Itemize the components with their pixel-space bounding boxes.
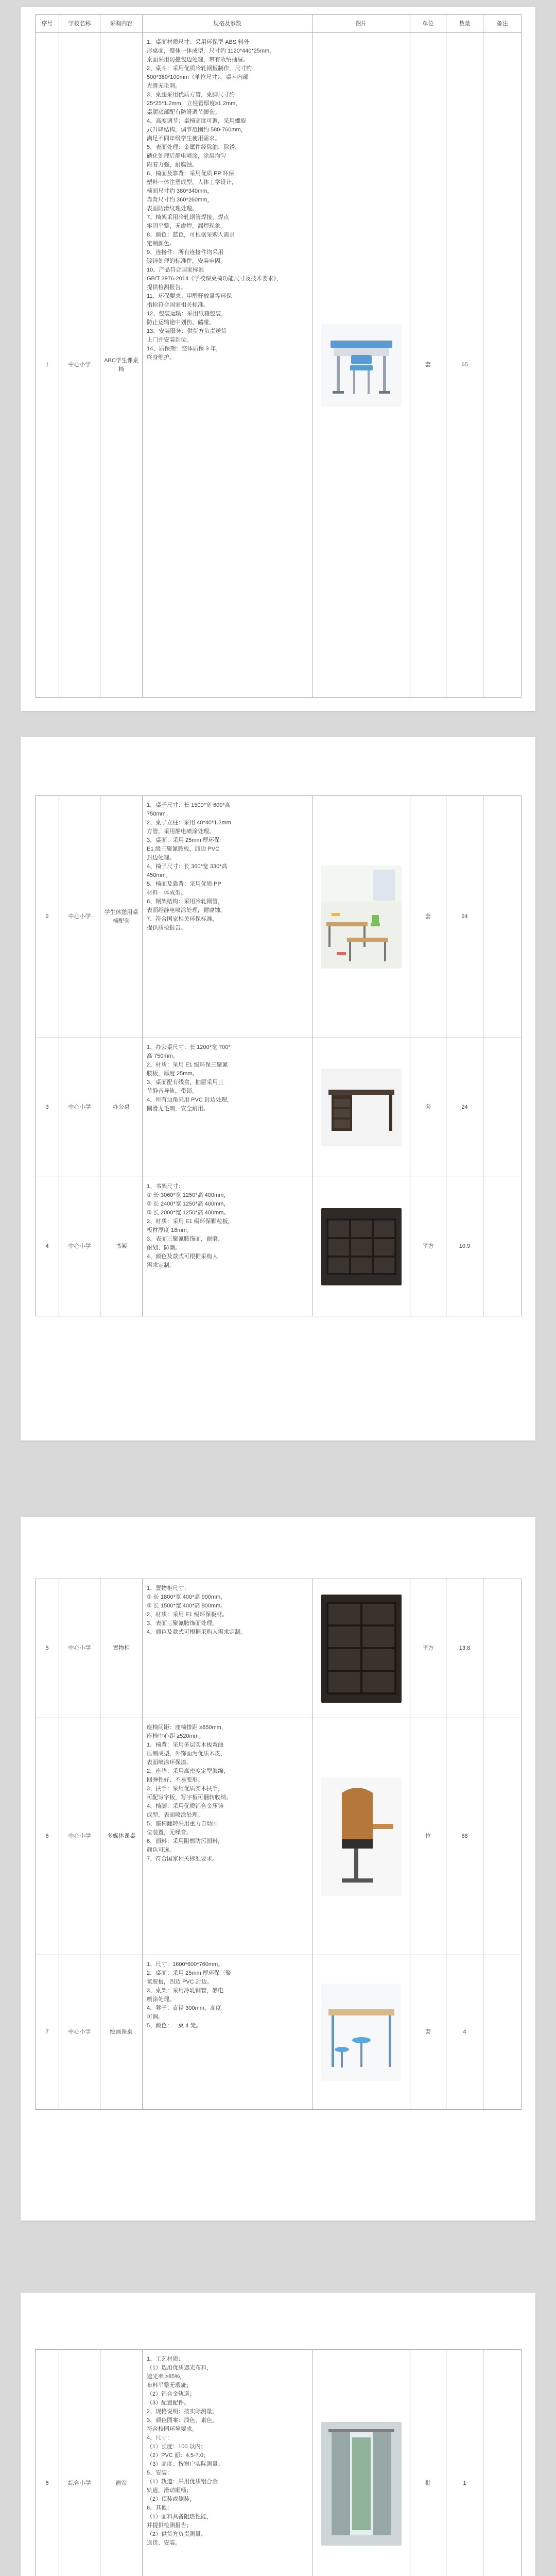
row-image xyxy=(312,1718,410,1955)
row-image xyxy=(312,1038,410,1177)
product-image xyxy=(321,866,402,969)
spec-line: 桌面采用防撞包边处理，带有收纳抽屉。 xyxy=(147,57,249,63)
row-school: 中心小学 xyxy=(59,33,100,698)
spec-line: 5、表面处理：金属件经除油、除锈、 xyxy=(147,144,241,150)
row-note xyxy=(483,1177,522,1316)
spec-line: 满足不同年级学生使用需求。 xyxy=(147,135,220,142)
spec-line: （2）PVC 面：4.5-7.0； xyxy=(147,2452,210,2459)
spec-line: 需求定制。 xyxy=(147,1262,175,1268)
spec-line: ② 长 2400*宽 1250*高 400mm， xyxy=(147,1201,230,1207)
spec-line: 耐划、防潮。 xyxy=(147,1245,181,1251)
row-note xyxy=(483,1718,522,1955)
row-note xyxy=(483,2350,522,2576)
spec-line: 5、椅面及靠背：采用优质 PP xyxy=(147,881,221,887)
row-qty: 10.9 xyxy=(446,1177,483,1316)
row-school: 中心小学 xyxy=(59,1177,100,1316)
spec-line: 光滑无毛刺。 xyxy=(147,83,181,89)
spec-line: 1、椅背：采用多层实木板弯曲 xyxy=(147,1742,224,1748)
table-header-row xyxy=(36,15,522,33)
spec-line: 送货、安装。 xyxy=(147,2540,181,2546)
spec-line: 指标符合国家相关标准。 xyxy=(147,302,209,308)
spec-line: 遮光率 ≥85%， xyxy=(147,2374,186,2380)
spec-line: 5、安装： xyxy=(147,2470,173,2476)
spec-table xyxy=(35,795,522,1316)
row-unit: 套 xyxy=(410,1038,446,1177)
row-spec xyxy=(143,1177,312,1316)
spec-line: 塑料一体注塑成型，人体工学设计， xyxy=(147,179,237,185)
row-item: 多媒体课桌 xyxy=(100,1718,143,1955)
row-unit: 批 xyxy=(410,2350,446,2576)
table-row xyxy=(36,1955,522,2110)
spec-line: 方管，采用静电喷涂处理。 xyxy=(147,828,215,835)
spec-line: 2、规格说明：按实际测量。 xyxy=(147,2409,218,2415)
spec-line: 板材厚度 18mm。 xyxy=(147,1227,193,1233)
spec-line: 表面喷涂环保漆。 xyxy=(147,1759,192,1766)
spec-line: 8、颜色：蓝色，可根据采购人需求 xyxy=(147,232,235,238)
spec-line: 2、材质：采用 E1 级环保颗粒板， xyxy=(147,1218,234,1225)
row-index: 2 xyxy=(36,796,59,1038)
table-row xyxy=(36,1038,522,1177)
spec-line: 7、椅架采用冷轧钢管焊接，焊点 xyxy=(147,214,230,221)
spec-table xyxy=(35,1579,522,2110)
row-item: 置物柜 xyxy=(100,1579,143,1718)
row-image xyxy=(312,2350,410,2576)
spec-line: 桌腿底部配有防滑调节脚套。 xyxy=(147,109,220,115)
row-spec xyxy=(143,1955,312,2110)
spec-line: ② 长 1500*宽 400*高 900mm。 xyxy=(147,1603,227,1609)
spec-line: 2、材质：采用 E1 级环保板材。 xyxy=(147,1612,228,1618)
spec-line: 压制成型，外饰面为优质木皮， xyxy=(147,1751,226,1757)
table-row xyxy=(36,1177,522,1316)
spec-line: 3、桌面配有线盒，抽屉采用三 xyxy=(147,1079,224,1086)
row-spec xyxy=(143,1579,312,1718)
table-row xyxy=(36,1718,522,1955)
spec-line: 500*380*100mm（单位尺寸），桌斗内部 xyxy=(147,74,249,80)
spec-line: 5、颜色：一桌 4 凳。 xyxy=(147,2023,202,2029)
header-note: 备注 xyxy=(483,15,522,33)
row-index: 8 xyxy=(36,2350,59,2576)
spec-line: 成型，表面喷涂处理。 xyxy=(147,1812,203,1818)
row-note xyxy=(483,796,522,1038)
spec-line: 450mm。 xyxy=(147,872,171,878)
row-qty: 88 xyxy=(446,1718,483,1955)
spec-line: 回弹性好，不易变形。 xyxy=(147,1777,203,1783)
row-item: 绘画课桌 xyxy=(100,1955,143,2110)
spec-line: 9、连接件：所有连接件均采用 xyxy=(147,249,224,256)
spec-line: 25*25*1.2mm，立柱管厚度≥1.2mm， xyxy=(147,100,241,107)
spec-line: 3、桌架：采用冷轧钢管，静电 xyxy=(147,1988,224,1994)
row-note xyxy=(483,1579,522,1718)
spec-line: ① 长 3060*宽 1250*高 400mm， xyxy=(147,1192,230,1198)
spec-line: 表面防滑纹理处理。 xyxy=(147,206,198,212)
spec-line: 1、桌子尺寸：长 1500*宽 600*高 xyxy=(147,802,231,808)
document-page-3 xyxy=(21,1517,535,2221)
spec-line: 6、椅面及靠背：采用优质 PP 环保 xyxy=(147,171,234,177)
spec-line: 座椅间距：座椅排距 ≥850mm， xyxy=(147,1724,227,1731)
spec-table xyxy=(35,14,522,698)
spec-line: 提供质检报告。 xyxy=(147,925,186,931)
spec-line: 2、座垫：采用高密度定型海绵， xyxy=(147,1768,230,1774)
spec-line: 上门并安装到位。 xyxy=(147,337,192,343)
spec-line: （1）轨道：采用优质铝合金 xyxy=(147,2479,218,2485)
header-item: 采购内容 xyxy=(100,15,143,33)
spec-line: 750mm。 xyxy=(147,811,171,817)
table-row xyxy=(36,1579,522,1718)
spec-line: 胺板，厚度 25mm。 xyxy=(147,1071,198,1077)
header-image: 图片 xyxy=(312,15,410,33)
spec-line: 颜色可选。 xyxy=(147,1847,175,1853)
row-spec xyxy=(143,2350,312,2576)
spec-line: 3、桌腿采用优质方管，桌脚尺寸约 xyxy=(147,92,235,98)
spec-line: E1 级三聚氰胺板，四边 PVC xyxy=(147,846,220,852)
spec-line: 圆滑无毛刺，安全耐用。 xyxy=(147,1106,209,1112)
row-qty: 24 xyxy=(446,796,483,1038)
spec-line: 磷化处理后静电喷涂，涂层均匀 xyxy=(147,153,226,159)
row-image xyxy=(312,1177,410,1316)
spec-line: 氰胺板，四边 PVC 封边。 xyxy=(147,1979,213,1985)
spec-line: GB/T 3976-2014《学校课桌椅功能尺寸及技术要求》， xyxy=(147,276,282,282)
spec-line: （1）选用优质遮光布料， xyxy=(147,2365,213,2371)
row-unit: 套 xyxy=(410,33,446,698)
row-index: 7 xyxy=(36,1955,59,2110)
spec-line: 10、产品符合国家标准 xyxy=(147,267,204,273)
document-page-4 xyxy=(21,2293,535,2576)
spec-line: 表面经静电喷涂处理，耐腐蚀。 xyxy=(147,907,226,913)
row-school: 中心小学 xyxy=(59,1579,100,1718)
row-unit: 套 xyxy=(410,1955,446,2110)
spec-line: 镀锌处理的标准件，安装牢固。 xyxy=(147,258,226,264)
spec-line: 1、桌面材质尺寸：采用环保型 ABS 料外 xyxy=(147,39,250,45)
row-image xyxy=(312,796,410,1038)
row-spec xyxy=(143,1718,312,1955)
row-spec xyxy=(143,33,312,698)
spec-line: （2）供货方负责测量、 xyxy=(147,2531,207,2537)
spec-line: 1、工艺材质： xyxy=(147,2356,184,2362)
document-page-1 xyxy=(21,7,535,711)
product-image xyxy=(321,1208,402,1285)
row-index: 5 xyxy=(36,1579,59,1718)
spec-line: （1）面料具备阻燃性能， xyxy=(147,2514,213,2520)
spec-line: 防止运输途中划伤、磕碰。 xyxy=(147,319,215,326)
spec-line: 可配写字板，写字板可翻转收纳。 xyxy=(147,1794,232,1801)
spec-line: 3、桌面：采用 25mm 厚环保 xyxy=(147,837,220,843)
spec-line: 1、办公桌尺寸：长 1200*宽 700* xyxy=(147,1044,231,1050)
row-unit: 位 xyxy=(410,1718,446,1955)
row-school: 中心小学 xyxy=(59,1718,100,1955)
spec-line: 4、尺寸： xyxy=(147,2435,173,2441)
row-qty: 65 xyxy=(446,33,483,698)
spec-line: 2、桌子立柱：采用 40*40*1.2mm xyxy=(147,820,231,826)
spec-line: 封边处理。 xyxy=(147,855,175,861)
header-school: 学校名称 xyxy=(59,15,100,33)
spec-line: 5、座椅翻转采用重力自动回 xyxy=(147,1821,218,1827)
spec-line: 附着力强，耐腐蚀。 xyxy=(147,162,198,168)
header-qty: 数量 xyxy=(446,15,483,33)
row-note xyxy=(483,33,522,698)
spec-line: 13、安装服务：供货方负责送货 xyxy=(147,328,227,334)
spec-line: 1、尺寸：1600*600*760mm。 xyxy=(147,1961,224,1968)
spec-line: 椅面尺寸约 380*340mm， xyxy=(147,188,213,194)
spec-line: ① 长 1800*宽 400*高 900mm， xyxy=(147,1594,227,1600)
spec-line: ③ 长 2000*宽 1250*高 400mm。 xyxy=(147,1210,230,1216)
row-image xyxy=(312,33,410,698)
spec-line: 7、符合国家相关标准要求。 xyxy=(147,1856,218,1862)
row-school: 中心小学 xyxy=(59,1038,100,1177)
spec-line: 11、环保要求：甲醛释放量等环保 xyxy=(147,293,232,299)
row-school: 中心小学 xyxy=(59,1955,100,2110)
spec-line: 喷涂处理。 xyxy=(147,1996,175,2003)
row-item: 书架 xyxy=(100,1177,143,1316)
table-row xyxy=(36,33,522,698)
spec-line: 终身维护。 xyxy=(147,354,175,361)
product-image xyxy=(321,1777,402,1896)
spec-line: 6、其他： xyxy=(147,2505,173,2511)
product-image xyxy=(321,1984,402,2081)
spec-line: 2、桌面：采用 25mm 厚环保三聚 xyxy=(147,1970,231,1976)
spec-line: 2、桌斗：采用优质冷轧钢板制作，尺寸约 xyxy=(147,65,252,72)
spec-line: 座椅中心距 ≥520mm。 xyxy=(147,1733,204,1739)
product-image xyxy=(321,324,402,406)
row-qty: 4 xyxy=(446,1955,483,2110)
row-index: 1 xyxy=(36,33,59,698)
spec-line: 6、面料：采用阻燃防污面料， xyxy=(147,1838,224,1844)
spec-line: 4、所有边角采用 PVC 封边处理， xyxy=(147,1097,233,1103)
row-unit: 平方 xyxy=(410,1579,446,1718)
table-row xyxy=(36,2350,522,2576)
spec-line: 提供检测报告。 xyxy=(147,284,186,291)
spec-line: 4、椅脚：采用优质铝合金压铸 xyxy=(147,1803,224,1809)
row-unit: 平方 xyxy=(410,1177,446,1316)
spec-line: 12、包装运输：采用纸箱包装， xyxy=(147,311,227,317)
row-school: 综合小学 xyxy=(59,2350,100,2576)
spec-line: 4、颜色及款式可根据采购人需求定制。 xyxy=(147,1629,247,1635)
row-item: 学生休憩用桌椅配套 xyxy=(100,796,143,1038)
spec-line: （2）顶装或侧装； xyxy=(147,2496,196,2502)
row-image xyxy=(312,1579,410,1718)
spec-line: 3、表面三聚氰胺饰面，耐磨、 xyxy=(147,1236,224,1242)
spec-line: （3）高度：按窗户实际测量； xyxy=(147,2461,224,2467)
spec-line: 6、钢架结构：采用冷轧钢管， xyxy=(147,899,224,905)
row-qty: 1 xyxy=(446,2350,483,2576)
spec-line: （1）长度：100 以内； xyxy=(147,2444,206,2450)
row-item: 窗帘 xyxy=(100,2350,143,2576)
spec-line: 牢固平整，无虚焊、漏焊现象。 xyxy=(147,223,226,229)
spec-line: 式升降结构，调节范围约 580-760mm， xyxy=(147,127,247,133)
spec-line: 2、材质：采用 E1 级环保三聚氰 xyxy=(147,1062,228,1068)
table-row xyxy=(36,796,522,1038)
spec-line: 7、符合国家相关环保标准， xyxy=(147,916,218,922)
row-note xyxy=(483,1955,522,2110)
row-note xyxy=(483,1038,522,1177)
row-spec xyxy=(143,1038,312,1177)
product-image xyxy=(321,1069,402,1146)
spec-line: 轨道，滑动顺畅； xyxy=(147,2487,192,2494)
row-item: 办公桌 xyxy=(100,1038,143,1177)
row-qty: 13.8 xyxy=(446,1579,483,1718)
spec-line: 布料平整无瑕疵； xyxy=(147,2382,192,2388)
row-item: ABC学生课桌椅 xyxy=(100,33,143,698)
spec-line: 并提供检测报告； xyxy=(147,2522,192,2529)
spec-line: 位装置，无噪音。 xyxy=(147,1829,192,1836)
row-index: 6 xyxy=(36,1718,59,1955)
document-page-2 xyxy=(21,737,535,1440)
product-image xyxy=(321,2422,402,2546)
header-unit: 单位 xyxy=(410,15,446,33)
spec-line: 形桌面，整体一体成型，尺寸约 1120*440*25mm， xyxy=(147,48,275,54)
spec-line: 4、高度调节：桌椅高度可调，采用螺旋 xyxy=(147,118,247,124)
row-index: 3 xyxy=(36,1038,59,1177)
spec-table xyxy=(35,2349,522,2576)
row-unit: 套 xyxy=(410,796,446,1038)
spec-line: 1、置物柜尺寸： xyxy=(147,1585,190,1591)
spec-line: 可调。 xyxy=(147,2014,164,2020)
spec-line: 节静音导轨，带锁。 xyxy=(147,1088,198,1094)
spec-line: 4、颜色及款式可根据采购人 xyxy=(147,1253,218,1260)
row-qty: 24 xyxy=(446,1038,483,1177)
spec-line: 定制颜色。 xyxy=(147,241,175,247)
spec-line: 1、书架尺寸： xyxy=(147,1183,184,1190)
spec-line: 4、椅子尺寸：长 360*宽 330*高 xyxy=(147,863,228,870)
spec-line: 高 750mm。 xyxy=(147,1053,179,1059)
spec-line: （2）铝合金轨道； xyxy=(147,2391,196,2397)
spec-line: 材料一体成型。 xyxy=(147,890,186,896)
spec-line: 4、凳子：直径 300mm，高度 xyxy=(147,2005,221,2011)
spec-line: 3、颜色图案：浅色、素色， xyxy=(147,2417,218,2424)
product-image xyxy=(321,1595,402,1703)
spec-line: 3、扶手：采用优质实木扶手， xyxy=(147,1786,224,1792)
row-image xyxy=(312,1955,410,2110)
spec-line: 3、表面三聚氰胺饰面处理。 xyxy=(147,1620,218,1626)
row-spec xyxy=(143,796,312,1038)
spec-line: 靠背尺寸约 360*260mm， xyxy=(147,197,213,203)
row-school: 中心小学 xyxy=(59,796,100,1038)
header-spec: 规格及参数 xyxy=(143,15,312,33)
row-index: 4 xyxy=(36,1177,59,1316)
spec-line: 符合校园环境要求。 xyxy=(147,2426,198,2432)
header-index: 序号 xyxy=(36,15,59,33)
spec-line: 14、质保期：整体质保 3 年， xyxy=(147,346,222,352)
spec-line: （3）配置配件。 xyxy=(147,2400,190,2406)
